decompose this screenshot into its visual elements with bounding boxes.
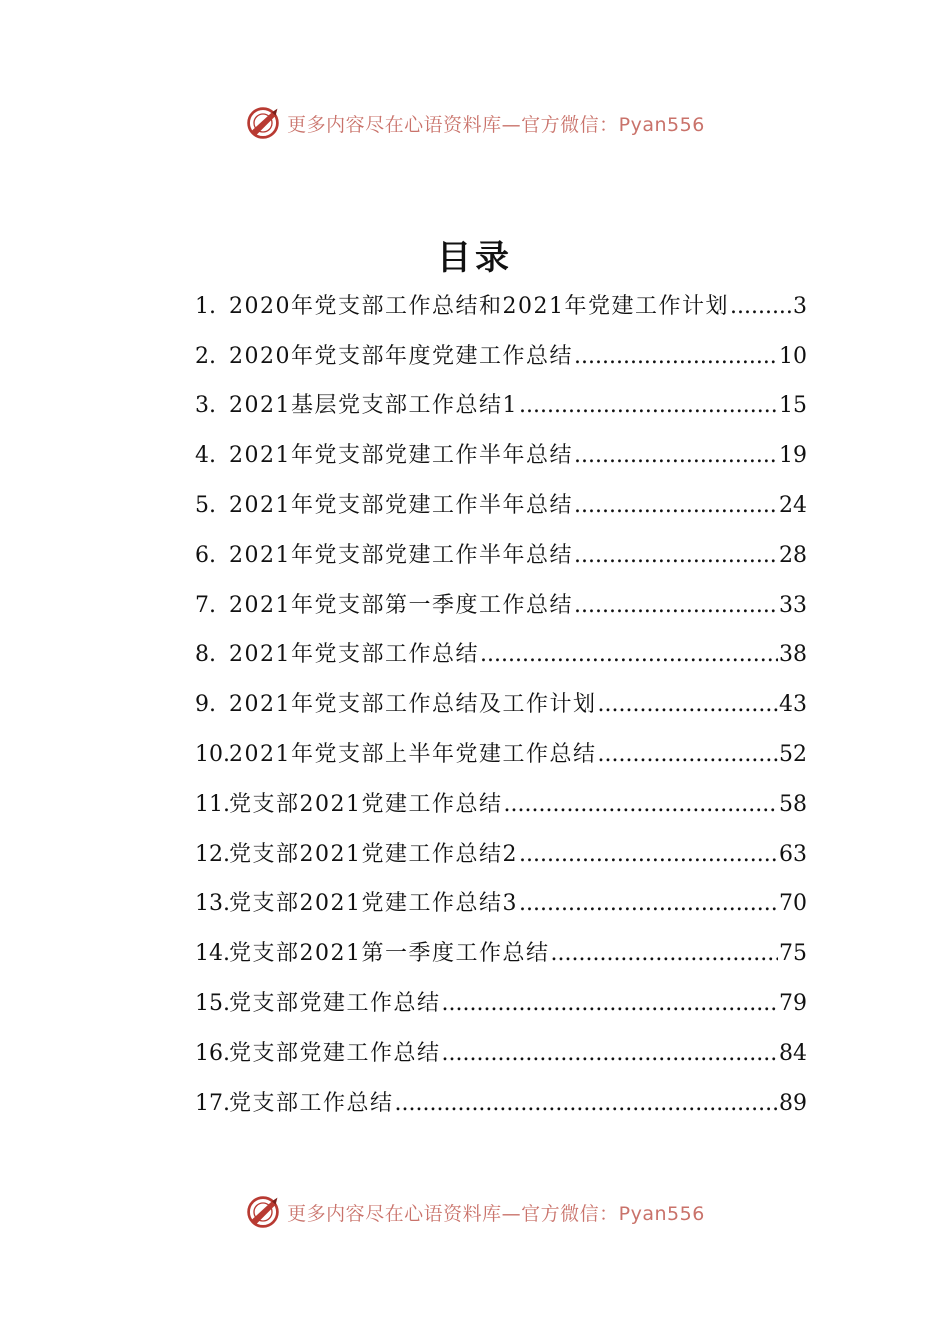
footer-banner-text: 更多内容尽在心语资料库—官方微信：Pyan556 — [287, 1202, 705, 1225]
toc-entry[interactable] — [195, 631, 807, 681]
toc-entry-page: 19 — [779, 443, 807, 469]
toc-entry-page: 79 — [779, 991, 807, 1017]
toc-entry[interactable] — [195, 431, 807, 481]
toc-entry-number: 1. — [195, 293, 216, 319]
toc-entry-title: 党支部2021党建工作总结3 — [229, 891, 518, 917]
toc-dot-leader — [504, 794, 779, 816]
toc-entry-title: 党支部党建工作总结 — [229, 1040, 441, 1066]
toc-dot-leader — [574, 346, 778, 368]
table-of-contents — [195, 282, 807, 1129]
toc-entry[interactable] — [195, 680, 807, 730]
toc-entry-page: 84 — [779, 1040, 807, 1066]
toc-dot-leader — [551, 943, 779, 965]
toc-entry[interactable] — [195, 929, 807, 979]
toc-dot-leader — [574, 545, 778, 567]
header-banner — [0, 101, 950, 145]
toc-entry-page: 63 — [779, 841, 807, 867]
toc-dot-leader — [598, 744, 779, 766]
toc-entry-title: 2021年党支部党建工作半年总结 — [229, 493, 573, 519]
toc-entry-number: 11. — [195, 791, 230, 817]
toc-dot-leader — [574, 595, 778, 617]
toc-entry-title: 党支部工作总结 — [229, 1090, 394, 1116]
toc-entry[interactable] — [195, 830, 807, 880]
toc-entry-page: 75 — [779, 941, 807, 967]
toc-entry-number: 13. — [195, 891, 230, 917]
toc-dot-leader — [598, 694, 779, 716]
toc-entry-title: 党支部党建工作总结 — [229, 991, 441, 1017]
toc-entry-page: 15 — [779, 393, 807, 419]
toc-entry-page: 10 — [779, 343, 807, 369]
toc-entry-title: 2021年党支部党建工作半年总结 — [229, 542, 573, 568]
toc-dot-leader — [574, 495, 778, 517]
toc-dot-leader — [395, 1093, 778, 1115]
toc-entry-title: 2021年党支部党建工作半年总结 — [229, 443, 573, 469]
pen-nib-logo-icon — [245, 105, 281, 141]
toc-entry-page: 38 — [779, 642, 807, 668]
toc-dot-leader — [730, 296, 792, 318]
toc-entry-number: 12. — [195, 841, 230, 867]
toc-dot-leader — [480, 644, 778, 666]
toc-entry-title: 2020年党支部工作总结和2021年党建工作计划 — [229, 293, 729, 319]
toc-entry-number: 3. — [195, 393, 216, 419]
toc-entry-number: 4. — [195, 443, 216, 469]
toc-entry[interactable] — [195, 282, 807, 332]
toc-entry-page: 70 — [779, 891, 807, 917]
toc-entry[interactable] — [195, 481, 807, 531]
footer-banner — [0, 1190, 950, 1234]
toc-entry-number: 17. — [195, 1090, 230, 1116]
toc-entry-page: 24 — [779, 493, 807, 519]
toc-dot-leader — [519, 395, 778, 417]
toc-entry-number: 2. — [195, 343, 216, 369]
toc-entry-title: 党支部2021党建工作总结 — [229, 791, 503, 817]
toc-entry-title: 党支部2021党建工作总结2 — [229, 841, 518, 867]
toc-entry-page: 28 — [779, 542, 807, 568]
toc-entry-number: 14. — [195, 941, 230, 967]
toc-entry-page: 33 — [779, 592, 807, 618]
header-banner-text: 更多内容尽在心语资料库—官方微信：Pyan556 — [287, 113, 705, 136]
toc-entry-page: 89 — [779, 1090, 807, 1116]
toc-dot-leader — [442, 1043, 778, 1065]
toc-entry[interactable] — [195, 880, 807, 930]
toc-entry-page: 3 — [793, 293, 807, 319]
toc-dot-leader — [519, 893, 778, 915]
toc-entry-title: 2021年党支部工作总结 — [229, 642, 479, 668]
page-title: 目录 — [437, 238, 513, 278]
toc-entry-title: 2021基层党支部工作总结1 — [229, 393, 518, 419]
toc-entry[interactable] — [195, 382, 807, 432]
toc-entry-page: 58 — [779, 791, 807, 817]
toc-dot-leader — [442, 993, 778, 1015]
toc-entry[interactable] — [195, 332, 807, 382]
pen-nib-logo-icon — [245, 1194, 281, 1230]
toc-entry-number: 7. — [195, 592, 216, 618]
toc-entry-number: 15. — [195, 991, 230, 1017]
toc-entry-title: 2021年党支部工作总结及工作计划 — [229, 692, 597, 718]
toc-entry[interactable] — [195, 581, 807, 631]
toc-entry-title: 2021年党支部第一季度工作总结 — [229, 592, 573, 618]
toc-entry-page: 43 — [779, 692, 807, 718]
toc-entry-page: 52 — [779, 742, 807, 768]
toc-entry-number: 6. — [195, 542, 216, 568]
toc-entry[interactable] — [195, 780, 807, 830]
toc-entry-number: 8. — [195, 642, 216, 668]
toc-dot-leader — [519, 844, 778, 866]
toc-entry[interactable] — [195, 979, 807, 1029]
toc-entry-title: 2020年党支部年度党建工作总结 — [229, 343, 573, 369]
toc-entry[interactable] — [195, 1029, 807, 1079]
toc-entry-number: 5. — [195, 493, 216, 519]
toc-entry-title: 2021年党支部上半年党建工作总结 — [229, 742, 597, 768]
toc-entry[interactable] — [195, 1079, 807, 1129]
toc-entry-number: 10. — [195, 742, 230, 768]
toc-entry-number: 9. — [195, 692, 216, 718]
toc-dot-leader — [574, 445, 778, 467]
toc-entry-title: 党支部2021第一季度工作总结 — [229, 941, 550, 967]
toc-entry[interactable] — [195, 531, 807, 581]
toc-entry[interactable] — [195, 730, 807, 780]
toc-entry-number: 16. — [195, 1040, 230, 1066]
